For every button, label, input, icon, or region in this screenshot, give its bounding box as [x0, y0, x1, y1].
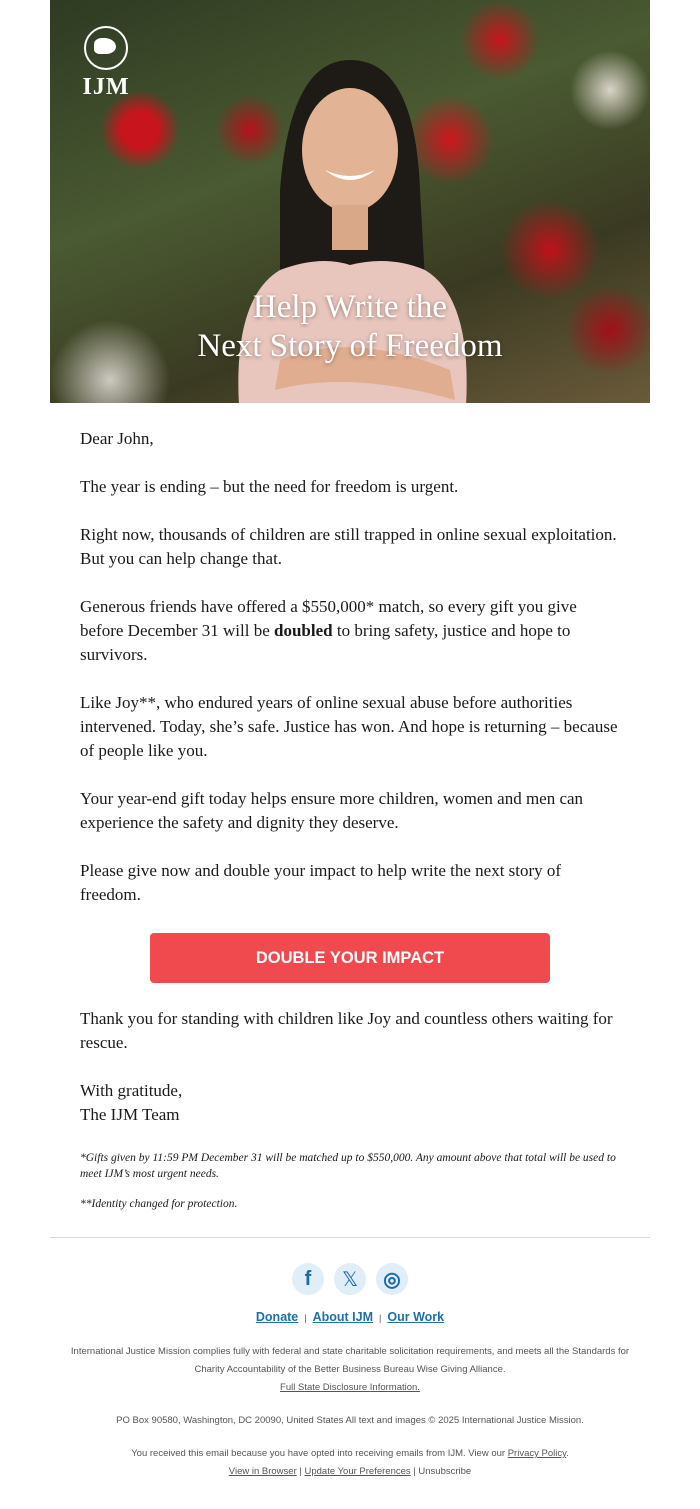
text: Generous friends have offered a $550,000* match, so every gift you give before December 31 will be	[80, 597, 577, 640]
compliance-text	[70, 1343, 630, 1397]
paragraph: Thank you for standing with children like Joy and countless others waiting for rescue.	[80, 1009, 613, 1052]
unsubscribe-link[interactable]: Unsubscribe	[418, 1466, 472, 1477]
period: .	[566, 1448, 569, 1459]
globe-icon	[84, 26, 128, 70]
closing	[80, 1007, 620, 1151]
hero-title	[50, 288, 650, 366]
emphasis: doubled	[274, 621, 333, 640]
signoff-text: With gratitude,	[80, 1081, 183, 1100]
subscription-info	[70, 1445, 630, 1481]
separator: |	[296, 1466, 305, 1477]
instagram-icon[interactable]: ◎	[376, 1263, 408, 1295]
logo-text: IJM	[82, 74, 130, 100]
signoff	[80, 1079, 620, 1127]
signature: The IJM Team	[80, 1105, 180, 1124]
our-work-link[interactable]: Our Work	[387, 1310, 445, 1324]
address: PO Box 90580, Washington, DC 20090, United States All text and images © 2025 International Justice Mission.	[116, 1415, 584, 1426]
about-ijm-link[interactable]: About IJM	[312, 1310, 374, 1324]
hero-banner	[50, 0, 650, 403]
text: to bring safety, justice and hope to survivors.	[80, 621, 571, 664]
paragraph	[80, 595, 620, 667]
footer-nav	[0, 1310, 700, 1324]
social-links	[0, 1263, 700, 1295]
separator: |	[379, 1313, 382, 1323]
separator: |	[410, 1466, 419, 1477]
privacy-policy-link[interactable]: Privacy Policy	[507, 1448, 567, 1459]
compliance: International Justice Mission complies fully with federal and state charitable solicitation requirements, and meets all the Standards for Charity Accountability of the Better Business Bureau Wise Giving Alliance.	[70, 1346, 630, 1375]
facebook-icon[interactable]: f	[292, 1263, 324, 1295]
received-line	[70, 1445, 630, 1463]
footnotes	[80, 1150, 625, 1226]
double-your-impact-button[interactable]: DOUBLE YOUR IMPACT	[150, 933, 550, 983]
footnote: **Identity changed for protection.	[80, 1198, 238, 1210]
received-text: You received this email because you have opted into receiving emails from IJM. View our	[131, 1448, 508, 1459]
paragraph: Please give now and double your impact to help write the next story of freedom.	[80, 861, 562, 904]
paragraph: Right now, thousands of children are still trapped in online sexual exploitation. But you can help change that.	[80, 525, 617, 568]
hero-title-line1: Help Write the	[252, 289, 448, 325]
view-in-browser-link[interactable]: View in Browser	[228, 1466, 297, 1477]
greeting: Dear John,	[80, 429, 154, 448]
donate-link[interactable]: Donate	[255, 1310, 299, 1324]
paragraph: Your year-end gift today helps ensure more children, women and men can experience the safety and dignity they deserve.	[80, 789, 584, 832]
divider	[50, 1237, 650, 1238]
footnote: *Gifts given by 11:59 PM December 31 will be matched up to $550,000. Any amount above that total will be used to meet IJM’s most urgent needs.	[80, 1152, 616, 1180]
paragraph: The year is ending – but the need for freedom is urgent.	[80, 477, 459, 496]
email-body	[80, 427, 620, 931]
ijm-logo[interactable]	[80, 26, 132, 101]
x-icon[interactable]: 𝕏	[334, 1263, 366, 1295]
hero-title-line2: Next Story of Freedom	[197, 328, 503, 364]
update-preferences-link[interactable]: Update Your Preferences	[304, 1466, 411, 1477]
separator: |	[304, 1313, 307, 1323]
manage-links	[70, 1463, 630, 1481]
disclosure-link[interactable]: Full State Disclosure Information.	[280, 1382, 420, 1393]
paragraph: Like Joy**, who endured years of online sexual abuse before authorities intervened. Today, she’s safe. Justice has won. And hope is returning – because of people like you.	[80, 693, 618, 760]
